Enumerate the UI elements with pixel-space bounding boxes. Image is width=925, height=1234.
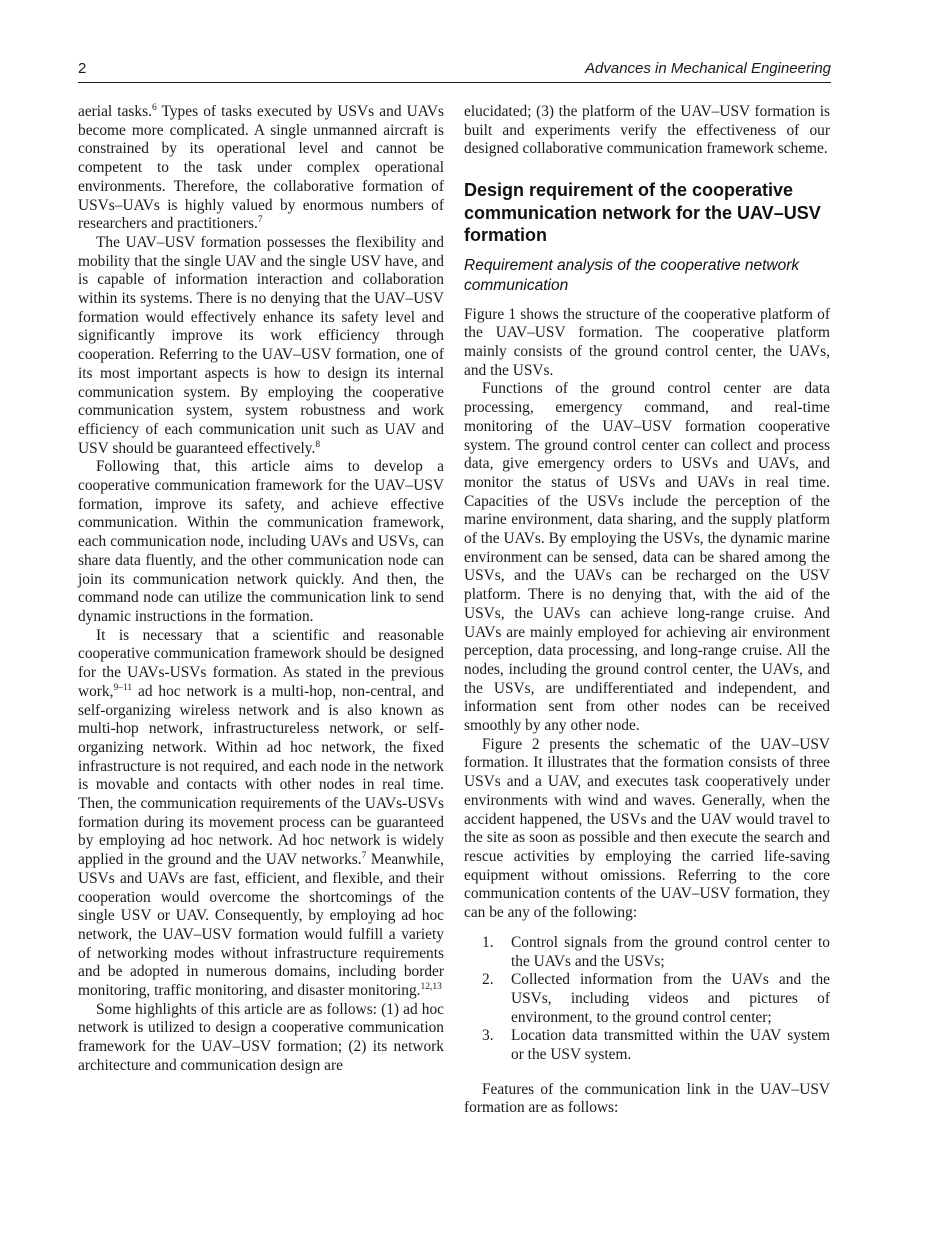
paragraph: Figure 1 shows the structure of the cooperative platform of the UAV–USV formation. The cooperative platform mainly consists of the ground control center, the UAVs, and the USVs. [464, 305, 830, 379]
citation: 8 [315, 439, 321, 450]
header-rule [78, 82, 831, 83]
citation: 12,13 [420, 982, 442, 993]
left-column [78, 103, 444, 1076]
paragraph: Some highlights of this article are as follows: (1) ad hoc network is utilized to design a cooperative communication framework for the UAV–USV formation; (2) its network architecture and communication design are [78, 1000, 444, 1074]
paragraph: elucidated; (3) the platform of the UAV–USV formation is built and experiments verify the effectiveness of our designed collaborative communication framework scheme. [464, 103, 830, 158]
paragraph: Figure 2 presents the schematic of the UAV–USV formation. It illustrates that the formation consists of three USVs and a UAV, and executes task cooperatively under environments with wind and waves. Generally, when the accident happened, the USVs and the UAV would travel to the site as soon as possible and then execute the search and rescue activities by employing the carried life-saving equipment without omissions. Referring to the core communication contents of the UAV–USV formation, they can be any of the following: [464, 735, 830, 922]
citation: 9–11 [113, 682, 133, 693]
journal-name: Advances in Mechanical Engineering [585, 60, 831, 77]
citation: 7 [257, 215, 263, 226]
numbered-list [464, 934, 830, 1065]
right-column [464, 103, 830, 1118]
paragraph: It is necessary that a scientific and reasonable cooperative communication framework should be designed for the UAVs-USVs formation. As stated in the previous work,$^{9-11}$ ad hoc network is a multi-hop, non-central, and self-organizing wireless network and is also known as multi-hop network, infrastructureless network, or self-organizing network. Within ad hoc network, the fixed infrastructure is not required, and each node in the network is movable and contacts with other nodes in real time. Then, the communication requirements of the UAVs-USVs formation during its movement process can be guaranteed by employing ad hoc network. Ad hoc network is widely applied in the ground and the UAV networks.$^7$ Meanwhile, USVs and UAVs are fast, efficient, and flexible, and their cooperation would overcome the shortcomings of the single USV or UAV. Consequently, by employing ad hoc network, the UAV–USV formation would fulfill a variety of networking modes without infrastructure requirements and be adopted in numerous domains, including border monitoring, traffic monitoring, and disaster monitoring.$^{12,13}$ [78, 626, 445, 1000]
citation: 7 [361, 851, 367, 862]
subsection-heading: Requirement analysis of the cooperative network communication [464, 256, 800, 295]
list-item: 1. Control signals from the ground control center to the UAVs and the USVs; [482, 933, 830, 970]
section-heading: Design requirement of the cooperative communication network for the UAV–USV formation [464, 180, 821, 246]
paragraph: Following that, this article aims to develop a cooperative communication framework for the UAV–USV formation, improve its safety, and achieve effective communication. Within the communication framework, each communication node, including UAVs and USVs, can share data fluently, and the other communication node can join its communication network quickly. And then, the command node can utilize the communication link to send dynamic instructions in the formation. [78, 458, 444, 625]
page-number: 2 [78, 60, 87, 77]
list-item: 3. Location data transmitted within the UAV system or the USV system. [482, 1027, 830, 1064]
paragraph: Functions of the ground control center are data processing, emergency command, and real-time monitoring of the UAV–USV formation cooperative system. The ground control center can collect and process data, give emergency orders to USVs and UAVs, and monitor the status of USVs and UAVs in real time. Capacities of the USVs include the perception of the marine environment, data sharing, and the supply platform of the UAVs. By employing the USVs, the dynamic marine environment can be sensed, data can be shared among the USVs, and the UAVs can be recharged on the USV platform. There is no denying that, with the aid of the USVs, the UAVs can achieve long-range cruise. And UAVs are mainly employed for achieving air environment perception, data processing, and long-range cruise. All the nodes, including the ground control center, the UAVs, and the USVs, are undifferentiated and independent, and information sent from other nodes can be received smoothly by any other node. [464, 380, 830, 735]
paragraph: Features of the communication link in the UAV–USV formation are as follows: [464, 1080, 830, 1117]
paragraph: The UAV–USV formation possesses the flexibility and mobility that the single UAV and the single USV have, and is capable of information interaction and collaboration within its systems. There is no denying that the UAV–USV formation would effectively enhance its safety level and significantly improve its work efficiency through cooperation. Referring to the UAV–USV formation, one of its most important aspects is how to design its internal communication system. By employing the cooperative communication system, system robustness and work efficiency of each communication unit such as UAV and USV should be guaranteed effectively.$^8$ [78, 233, 444, 457]
running-header [78, 58, 831, 80]
list-item: 2. Collected information from the UAVs and the USVs, including videos and pictures of environment, to the ground control center; [482, 971, 830, 1026]
citation: 6 [151, 103, 157, 113]
paragraph: aerial tasks.$^6$ Types of tasks executed by USVs and UAVs become more complicated. A single unmanned aircraft is constrained by its operational level and cannot be competent to the task under complex operational environments. Therefore, the collaborative formation of USVs–UAVs is highly valued by enormous numbers of researchers and practitioners.$^7$ [78, 103, 444, 233]
